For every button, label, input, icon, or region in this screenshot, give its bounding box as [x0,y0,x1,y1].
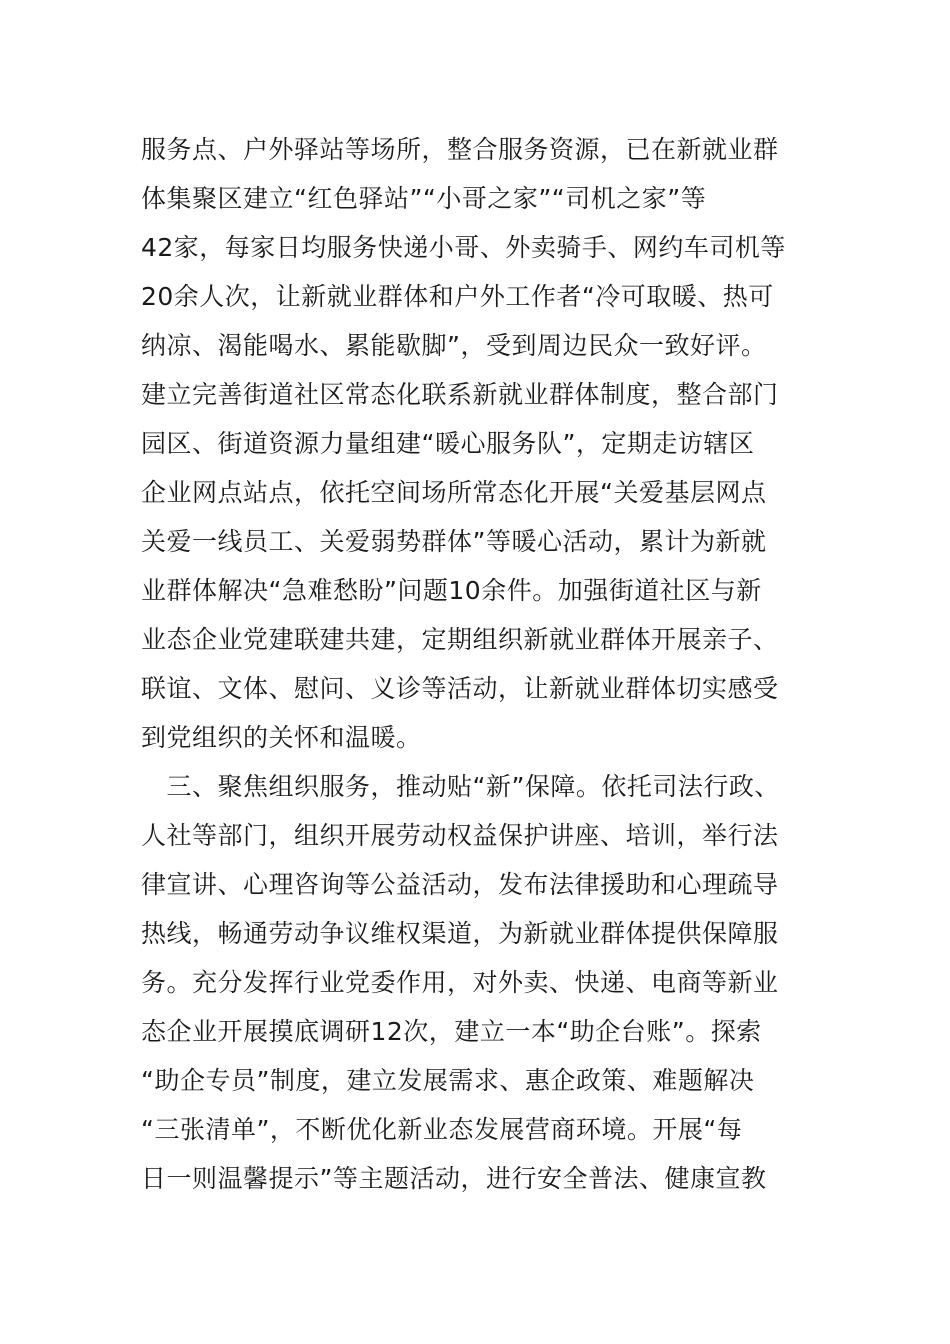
text-line: 联谊、文体、慰问、义诊等活动，让新就业群体切实感受 [141,674,779,703]
text-line: 业态企业党建联建共建，定期组织新就业群体开展亲子、 [141,625,779,654]
text-line: 服务点、户外驿站等场所，整合服务资源，已在新就业群 [141,135,779,164]
text-line: 关爱一线员工、关爱弱势群体”等暖心活动，累计为新就 [141,527,767,556]
text-line: 建立完善街道社区常态化联系新就业群体制度，整合部门 [141,380,779,409]
section-heading-line: 三、聚焦组织服务，推动贴“新”保障。依托司法行政、 [141,772,780,801]
text-line: 20余人次，让新就业群体和户外工作者“冷可取暖、热可 [141,282,774,311]
text-line: 业群体解决“急难愁盼”问题10余件。加强街道社区与新 [141,576,762,605]
text-line: 律宣讲、心理咨询等公益活动，发布法律援助和心理疏导 [141,870,779,899]
text-line: 人社等部门，组织开展劳动权益保护讲座、培训，举行法 [141,821,779,850]
text-line: 态企业开展摸底调研12次，建立一本“助企台账”。探索 [141,1017,762,1046]
text-line: 园区、街道资源力量组建“暖心服务队”，定期走访辖区 [141,429,755,458]
text-line: 日一则温馨提示”等主题活动，进行安全普法、健康宣教 [141,1164,767,1193]
text-line: 务。充分发挥行业党委作用，对外卖、快递、电商等新业 [141,968,779,997]
text-line: 到党组织的关怀和温暖。 [141,723,422,752]
text-line: “三张清单”，不断优化新业态发展营商环境。开展“每 [141,1115,743,1144]
text-line: 体集聚区建立“红色驿站”“小哥之家”“司机之家”等 [141,184,707,213]
text-line: 纳凉、渴能喝水、累能歇脚”，受到周边民众一致好评。 [141,331,767,360]
text-line: 42家，每家日均服务快递小哥、外卖骑手、网约车司机等 [141,233,786,262]
body-text [141,125,841,1203]
text-line: 热线，畅通劳动争议维权渠道，为新就业群体提供保障服 [141,919,779,948]
text-line: “助企专员”制度，建立发展需求、惠企政策、难题解决 [141,1066,755,1095]
text-line: 企业网点站点，依托空间场所常态化开展“关爱基层网点 [141,478,767,507]
